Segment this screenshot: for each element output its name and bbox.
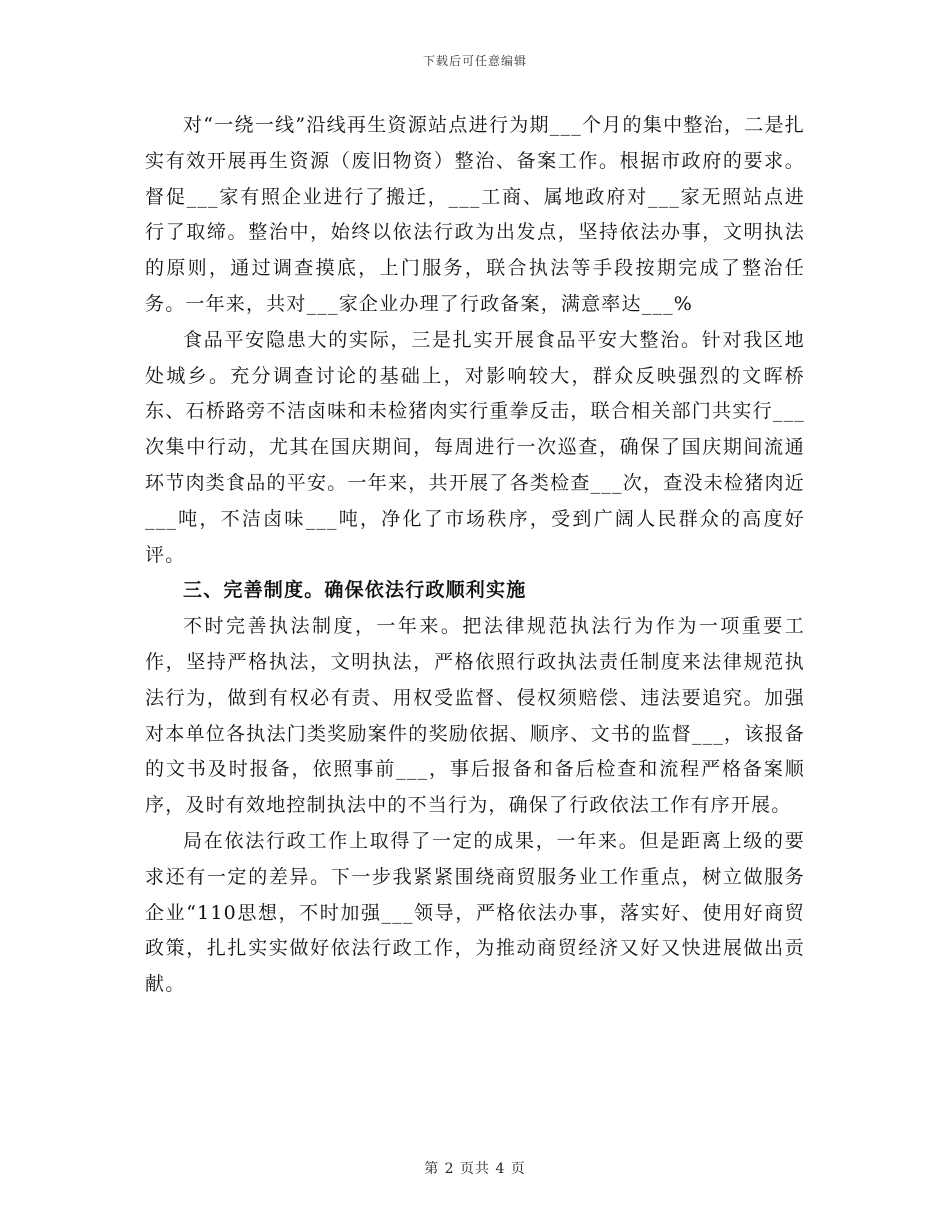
section-heading-improve-system: 三、完善制度。确保依法行政顺利实施 bbox=[183, 579, 527, 602]
paragraph-food-safety: 食品平安隐患大的实际，三是扎实开展食品平安大整治。针对我区地处城乡。充分调查讨论的基础上，对影响较大，群众反映强烈的文晖桥东、石桥路旁不洁卤味和未检猪肉实行重拳反击，联合相关部门共实行___次集中行动，尤其在国庆期间，每周进行一次巡查，确保了国庆期间流通环节肉类食品的平安。一年来，共开展了各类检查___次，查没未检猪肉近___吨，不洁卤味___吨，净化了市场秩序，受到广阔人民群众的高度好评。 bbox=[145, 328, 805, 566]
paragraph-enforcement-system: 不时完善执法制度，一年来。把法律规范执法行为作为一项重要工作，坚持严格执法，文明执法，严格依照行政执法责任制度来法律规范执法行为，做到有权必有责、用权受监督、侵权须赔偿、违法要追究。加强对本单位各执法门类奖励案件的奖励依据、顺序、文书的监督___，该报备的文书及时报备，依照事前___，事后报备和备后检查和流程严格备案顺序，及时有效地控制执法中的不当行为，确保了行政依法工作有序开展。 bbox=[145, 615, 805, 817]
document-body bbox=[145, 108, 805, 1003]
page-number: 第 2 页共 4 页 bbox=[424, 1161, 526, 1177]
paragraph-conclusion: 局在依法行政工作上取得了一定的成果，一年来。但是距离上级的要求还有一定的差异。下一步我紧紧围绕商贸服务业工作重点，树立做服务企业“110思想，不时加强___领导，严格依法办事，落实好、使用好商贸政策，扎扎实实做好依法行政工作，为推动商贸经济又好又快进展做出贡献。 bbox=[145, 829, 805, 996]
paragraph-recycling-rectification: 对“一绕一线”沿线再生资源站点进行为期___个月的集中整治，二是扎实有效开展再生资源（废旧物资）整治、备案工作。根据市政府的要求。督促___家有照企业进行了搬迁，___工商、属地政府对___家无照站点进行了取缔。整治中，始终以依法行政为出发点，坚持依法办事，文明执法的原则，通过调查摸底，上门服务，联合执法等手段按期完成了整治任务。一年来，共对___家企业办理了行政备案，满意率达___% bbox=[145, 114, 805, 315]
page-header-note: 下载后可任意编辑 bbox=[422, 54, 527, 68]
